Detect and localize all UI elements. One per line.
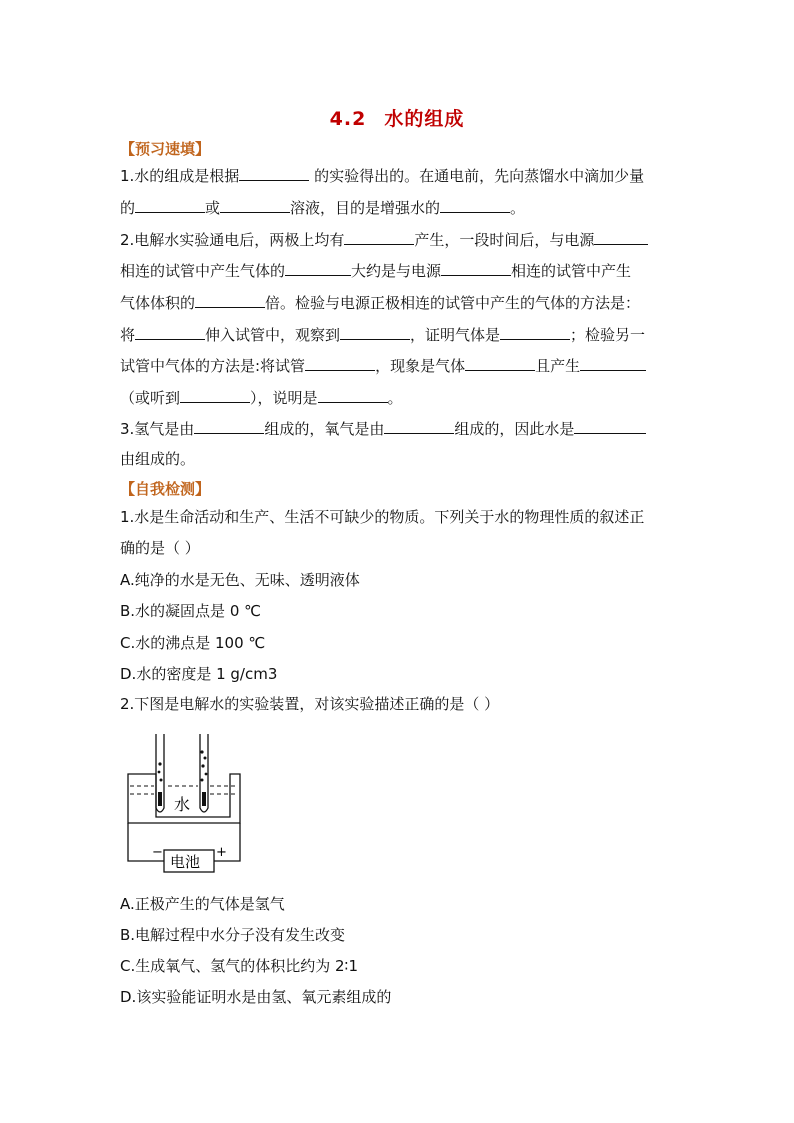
answer-blank[interactable] <box>574 417 646 434</box>
title-text: 水的组成 <box>384 108 465 130</box>
answer-blank[interactable] <box>441 259 511 276</box>
answer-blank[interactable] <box>285 259 351 276</box>
q2-option-a[interactable]: A.正极产生的气体是氢气 <box>120 895 285 913</box>
answer-blank[interactable] <box>220 196 290 213</box>
answer-blank[interactable] <box>135 196 205 213</box>
answer-blank[interactable] <box>318 386 388 403</box>
answer-blank[interactable] <box>305 354 375 371</box>
right-electrode <box>202 792 206 806</box>
answer-blank[interactable] <box>500 323 570 340</box>
answer-blank[interactable] <box>384 417 454 434</box>
answer-blank[interactable] <box>344 228 414 245</box>
answer-blank[interactable] <box>465 354 535 371</box>
preview-line-3: 2.电解水实验通电后，两极上均有 产生，一段时间后，与电源 <box>120 228 648 250</box>
answer-blank[interactable] <box>194 417 264 434</box>
answer-blank[interactable] <box>135 323 205 340</box>
q2-option-b[interactable]: B.电解过程中水分子没有发生改变 <box>120 926 346 944</box>
section-preview-heading: 【预习速填】 <box>120 140 211 158</box>
preview-line-9: 3.氢气是由 组成的，氧气是由 组成的，因此水是 <box>120 417 646 439</box>
q2-stem: 2.下图是电解水的实验装置，对该实验描述正确的是（ ） <box>120 695 500 713</box>
answer-blank[interactable] <box>239 164 309 181</box>
q1-stem-line-1: 1.水是生命活动和生产、生活不可缺少的物质。下列关于水的物理性质的叙述正 <box>120 508 645 526</box>
answer-blank[interactable] <box>440 196 510 213</box>
answer-blank[interactable] <box>594 228 648 245</box>
preview-line-4: 相连的试管中产生气体的 大约是与电源 相连的试管中产生 <box>120 259 631 281</box>
q1-option-d[interactable]: D.水的密度是 1 g/cm3 <box>120 665 278 683</box>
q1-option-b[interactable]: B.水的凝固点是 0 ℃ <box>120 602 261 620</box>
answer-blank[interactable] <box>195 291 265 308</box>
preview-line-1: 1.水的组成是根据 的实验得出的。在通电前，先向蒸馏水中滴加少量 <box>120 164 644 186</box>
battery-label: 电池 <box>170 853 201 871</box>
preview-line-10: 由组成的。 <box>120 450 196 468</box>
q2-option-c[interactable]: C.生成氧气、氢气的体积比约为 2∶1 <box>120 957 359 975</box>
section-check-heading: 【自我检测】 <box>120 480 211 498</box>
q1-option-c[interactable]: C.水的沸点是 100 ℃ <box>120 634 266 652</box>
electrolysis-apparatus-figure <box>122 728 252 874</box>
title-number: 4.2 <box>329 108 367 130</box>
preview-line-6: 将 伸入试管中，观察到 ，证明气体是 ；检验另一 <box>120 323 645 345</box>
left-electrode <box>158 792 162 806</box>
preview-line-7: 试管中气体的方法是:将试管 ，现象是气体 且产生 <box>120 354 646 376</box>
q2-option-d[interactable]: D.该实验能证明水是由氢、氧元素组成的 <box>120 988 392 1006</box>
preview-line-8: （或听到 ），说明是 。 <box>120 386 403 408</box>
page-title <box>0 104 794 131</box>
answer-blank[interactable] <box>340 323 410 340</box>
preview-line-2: 的 或 溶液，目的是增强水的 。 <box>120 196 525 218</box>
plus-label: + <box>216 845 227 860</box>
q1-option-a[interactable]: A.纯净的水是无色、无味、透明液体 <box>120 571 360 589</box>
answer-blank[interactable] <box>580 354 646 371</box>
q1-stem-line-2: 确的是（ ） <box>120 539 200 557</box>
preview-line-5: 气体体积的 倍。检验与电源正极相连的试管中产生的气体的方法是： <box>120 291 640 313</box>
answer-blank[interactable] <box>180 386 250 403</box>
water-label: 水 <box>174 795 191 814</box>
minus-label: − <box>152 845 163 860</box>
